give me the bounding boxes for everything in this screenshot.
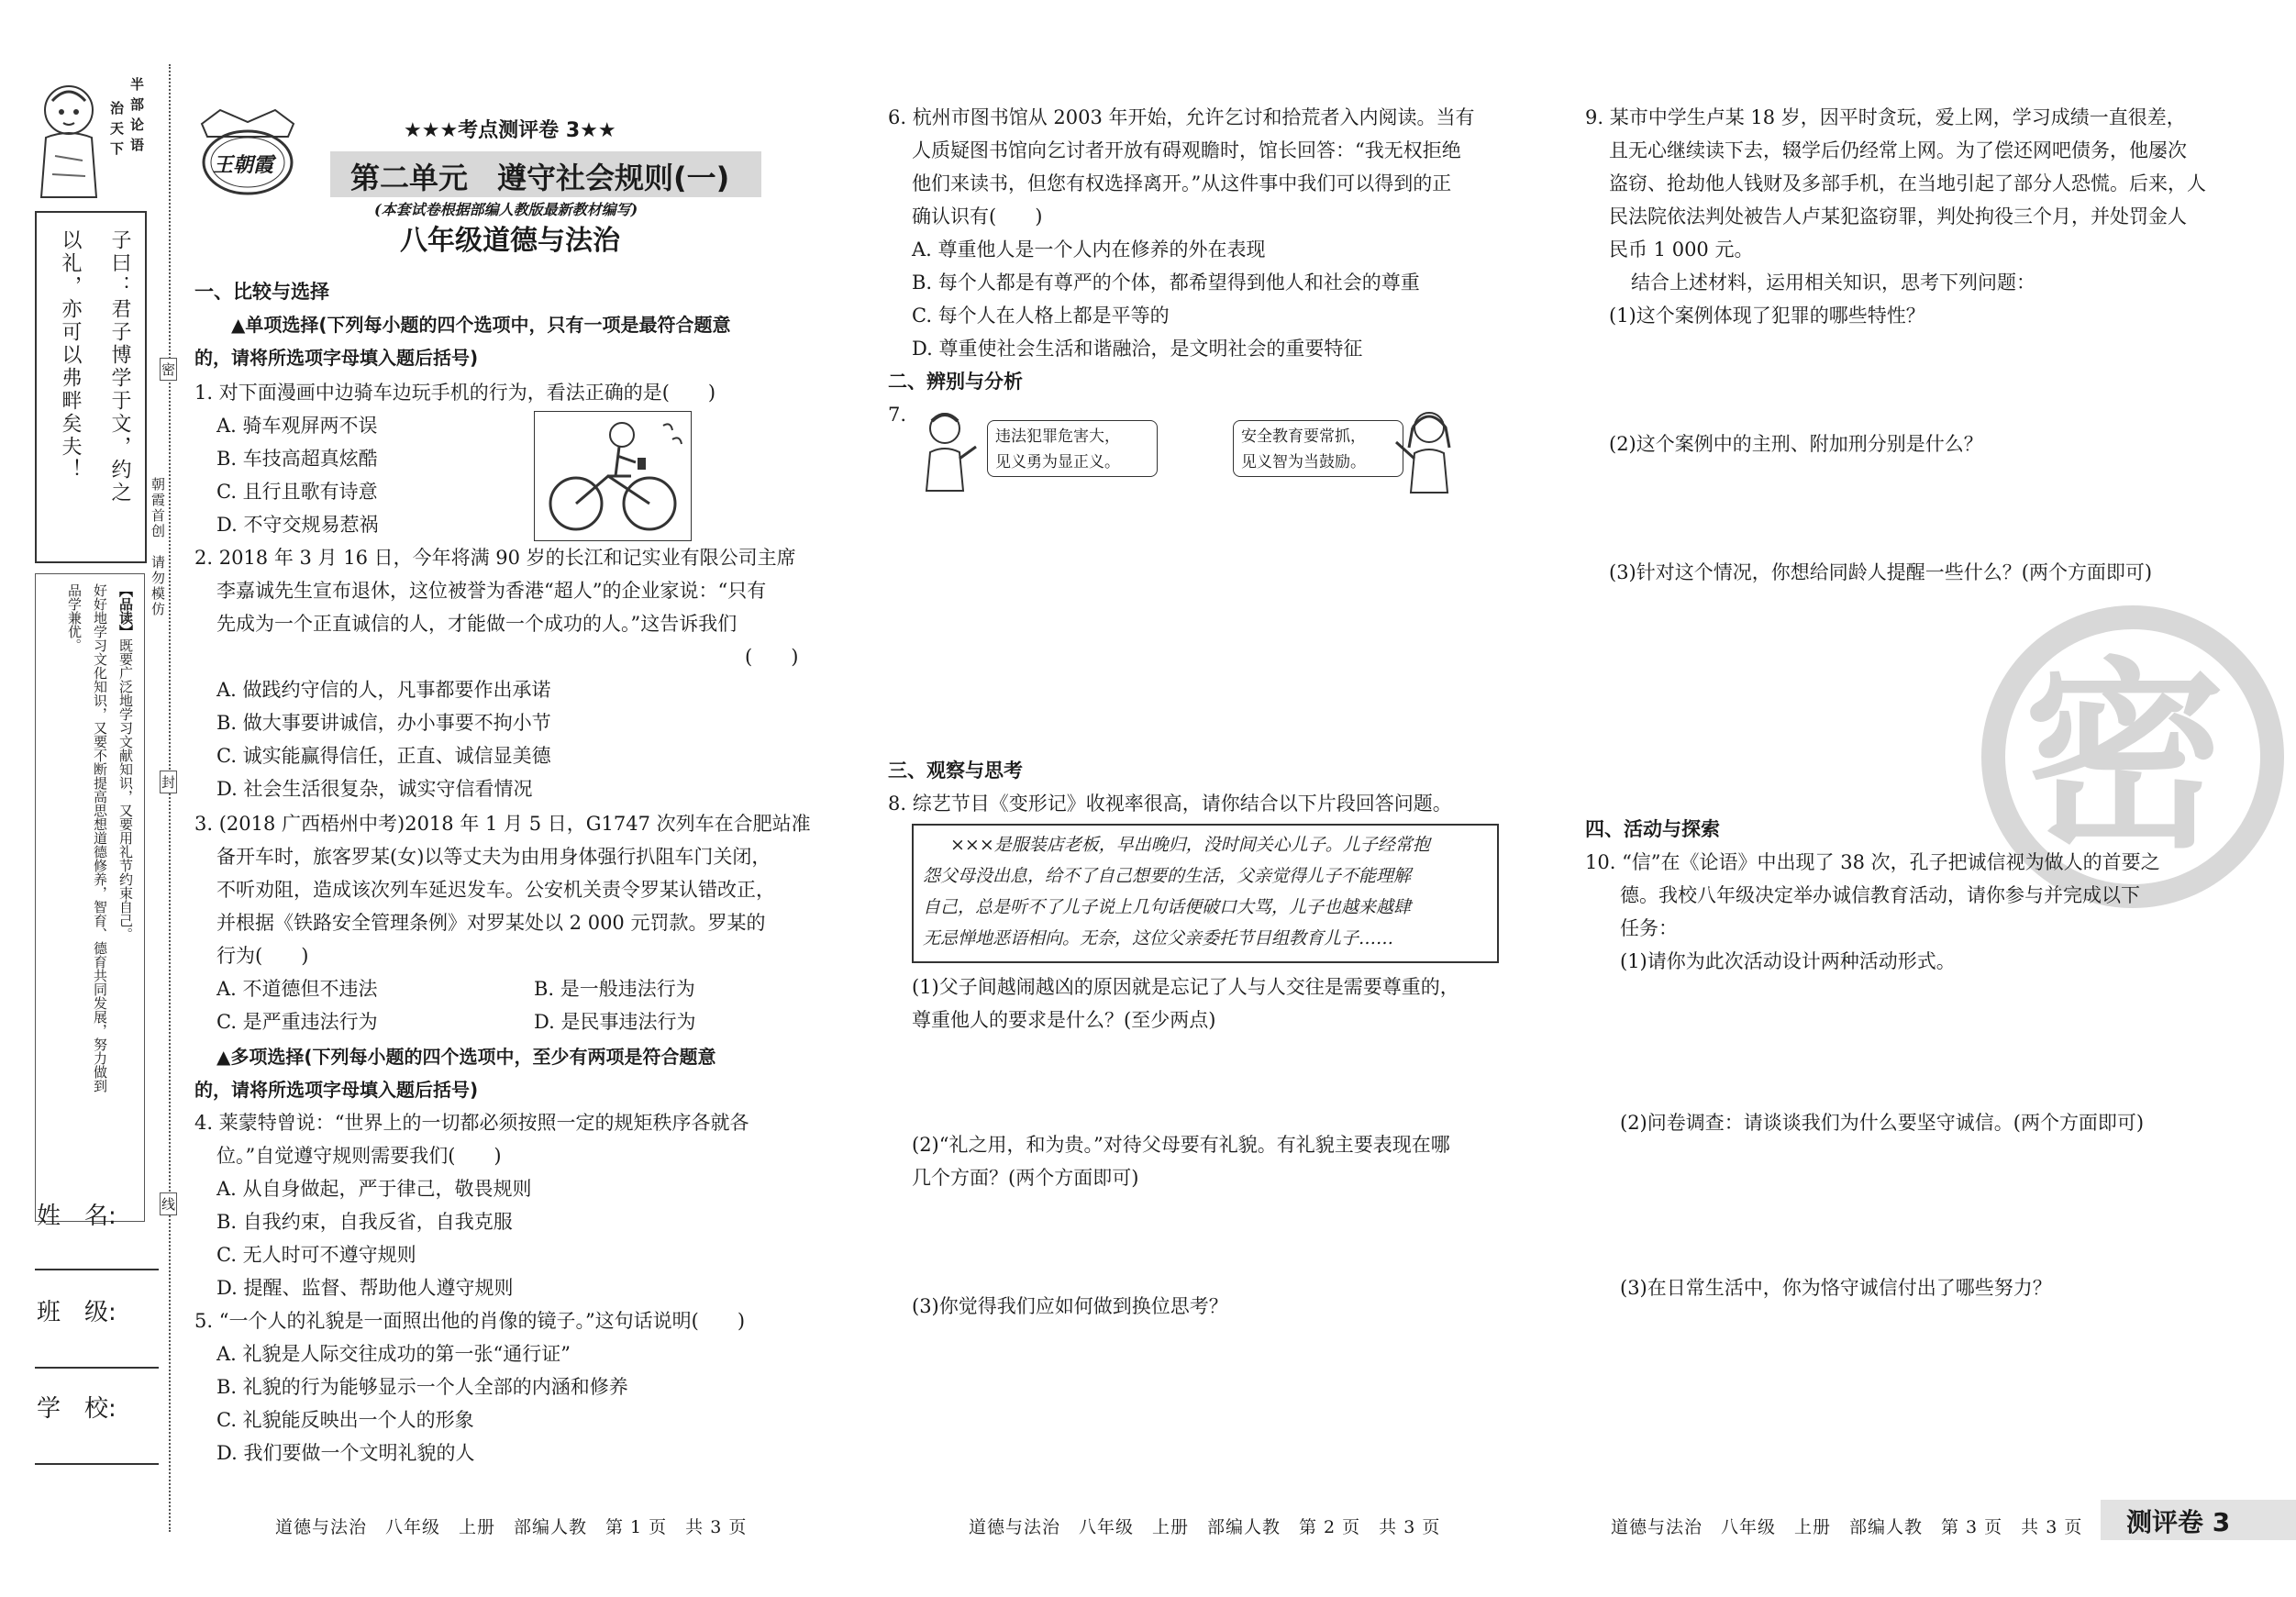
class-field[interactable] [35, 1367, 159, 1369]
q4-stem: 位。”自觉遵守规则需要我们( ) [216, 1145, 502, 1167]
girl-illustration [1383, 405, 1466, 497]
school-field[interactable] [35, 1463, 159, 1465]
q8-sub3: (3)你觉得我们应如何做到换位思考？ [912, 1295, 1228, 1317]
q9-stem: 民法院依法判处被告人卢某犯盗窃罪，判处拘役三个月，并处罚金人 [1609, 205, 2187, 227]
q9-stem: 盗窃、抢劫他人钱财及多部手机，在当地引起了部分人恐慌。后来，人 [1609, 172, 2206, 194]
speech-bubble-2 [1233, 420, 1403, 477]
section-4-title: 四、活动与探索 [1585, 818, 1720, 840]
bubble1-line: 违法犯罪危害大， [995, 427, 1120, 446]
logo-chars [110, 75, 156, 213]
q3-stem: 并根据《铁路安全管理条例》对罗某处以 2 000 元罚款。罗某的 [216, 912, 766, 934]
q9-intro: 结合上述材料，运用相关知识，思考下列问题： [1631, 272, 2035, 294]
q6-stem: 确认识有( ) [912, 205, 1043, 227]
speech-bubble-1 [987, 420, 1158, 477]
q2-stem: 先成为一个正直诚信的人，才能做一个成功的人。”这告诉我们 [216, 613, 738, 635]
q10-sub2: (2)问卷调查：请谈谈我们为什么要坚守诚信。(两个方面即可) [1620, 1112, 2145, 1134]
single-choice-instruction: ▲单项选择(下列每小题的四个选项中，只有一项是最符合题意 [231, 314, 731, 336]
reading-label: 【品读】 [117, 583, 134, 638]
q3-stem: 备开车时，旅客罗某(女)以等丈夫为由用身体强行扒阻车门关闭， [216, 846, 771, 868]
cut-mark: 密 [160, 358, 177, 381]
reading-text-1: 既要广泛地学习文献知识，又要用礼节约束自己。 [117, 638, 134, 941]
q1-option[interactable]: D. 不守交规易惹祸 [216, 514, 379, 536]
q1-comic [534, 411, 692, 541]
q4-option[interactable]: C. 无人时可不遵守规则 [216, 1244, 416, 1266]
q6-stem: 他们来读书，但您有权选择离开。”从这件事中我们可以得到的正 [912, 172, 1452, 194]
subtitle-note: (本套试卷根据部编人教版最新教材编写) [374, 201, 638, 218]
q2-option[interactable]: B. 做大事要讲诚信，办小事要不拘小节 [216, 712, 551, 734]
q6-option[interactable]: D. 尊重使社会生活和谐融洽，是文明社会的重要特征 [912, 338, 1363, 360]
q1-option[interactable]: B. 车技高超真炫酷 [216, 448, 378, 470]
q3-option[interactable]: D. 是民事违法行为 [534, 1011, 696, 1033]
q2-answer-paren[interactable]: ( ) [745, 646, 799, 668]
q9-sub1: (1)这个案例体现了犯罪的哪些特性？ [1609, 305, 1925, 327]
logo-char: 论 [130, 116, 145, 133]
section-3-title: 三、观察与思考 [888, 760, 1023, 782]
q9-stem: 且无心继续读下去，辍学后仍经常上网。为了偿还网吧债务，他屡次 [1609, 139, 2187, 161]
q3-stem: 3. (2018 广西梧州中考)2018 年 1 月 5 日，G1747 次列车在合肥站准 [194, 813, 811, 835]
logo-char: 语 [130, 137, 145, 153]
q9-stem: 9. 某市中学生卢某 18 岁，因平时贪玩，爱上网，学习成绩一直很差， [1585, 106, 2186, 128]
q8-material-box [912, 824, 1499, 963]
quote-col1: 子曰：君子博学于文，约之 [108, 229, 131, 505]
unit-title: 第二单元 遵守社会规则(一) [350, 161, 730, 195]
test-badge: ★★★考点测评卷 3★★ [404, 119, 616, 142]
q10-stem: 任务： [1620, 917, 1678, 939]
logo-char: 治 [110, 100, 125, 116]
footer-page-2: 道德与法治 八年级 上册 部编人教 第 2 页 共 3 页 [969, 1517, 1441, 1537]
q5-option[interactable]: C. 礼貌能反映出一个人的形象 [216, 1409, 474, 1431]
brand-vertical: 朝霞首创 请勿模仿 [150, 477, 166, 617]
q9-stem: 民币 1 000 元。 [1609, 238, 1754, 261]
reading-col2: 好好地学习文化知识，又要不断提高思想道德修养，智育、德育共同发展，努力做到 [92, 583, 108, 1092]
logo-char: 下 [110, 140, 125, 157]
q6-option[interactable]: C. 每个人在人格上都是平等的 [912, 305, 1170, 327]
section-1-title: 一、比较与选择 [194, 281, 329, 303]
girl-pointing-icon [1383, 405, 1466, 497]
q5-option[interactable]: D. 我们要做一个文明礼貌的人 [216, 1442, 475, 1464]
q10-sub3: (3)在日常生活中，你为恪守诚信付出了哪些努力？ [1620, 1277, 2052, 1299]
q8-material-line: ×××是服装店老板，早出晚归，没时间关心儿子。儿子经常抱 [950, 835, 1430, 855]
logo-char: 天 [110, 120, 125, 137]
q4-stem: 4. 莱蒙特曾说：“世界上的一切都必须按照一定的规矩秩序各就各 [194, 1112, 749, 1134]
reading-col3: 品学兼优。 [66, 583, 83, 652]
q8-stem: 8. 综艺节目《变形记》收视率很高，请你结合以下片段回答问题。 [888, 793, 1452, 815]
footer-page-3: 道德与法治 八年级 上册 部编人教 第 3 页 共 3 页 [1611, 1517, 2083, 1537]
cyclist-phone-icon [535, 412, 691, 540]
q5-option[interactable]: A. 礼貌是人际交往成功的第一张“通行证” [216, 1343, 571, 1365]
multi-choice-instruction: 的，请将所选项字母填入题后括号) [194, 1079, 479, 1101]
q4-option[interactable]: B. 自我约束，自我反省，自我克服 [216, 1211, 513, 1233]
name-label: 姓 名: [37, 1203, 116, 1230]
q9-sub2: (2)这个案例中的主刑、附加刑分别是什么？ [1609, 433, 1983, 455]
quote-box [35, 211, 147, 563]
q10-stem: 德。我校八年级决定举办诚信教育活动，请你参与并完成以下 [1620, 884, 2140, 906]
q3-stem: 不听劝阻，造成该次列车延迟发车。公安机关责令罗某认错改正， [216, 879, 775, 901]
q8-material-line: 怨父母没出息，给不了自己想要的生活，父亲觉得儿子不能理解 [923, 866, 1412, 886]
q6-option[interactable]: A. 尊重他人是一个人内在修养的外在表现 [912, 238, 1266, 261]
bubble2-line: 见义智为当鼓励。 [1241, 453, 1366, 471]
class-label: 班 级: [37, 1299, 116, 1326]
name-field[interactable] [35, 1269, 159, 1270]
cut-mark: 线 [160, 1192, 177, 1215]
q3-option[interactable]: B. 是一般违法行为 [534, 978, 695, 1000]
q3-option[interactable]: C. 是严重违法行为 [216, 1011, 378, 1033]
q6-stem: 6. 杭州市图书馆从 2003 年开始，允许乞讨和拾荒者入内阅读。当有 [888, 106, 1475, 128]
q2-stem: 2. 2018 年 3 月 16 日，今年将满 90 岁的长江和记实业有限公司主席 [194, 547, 796, 569]
quote-col2: 以礼，亦可以弗畔矣夫！ [59, 229, 82, 482]
q8-material-line: 自己，总是听不了儿子说上几句话便破口大骂，儿子也越来越肆 [923, 897, 1412, 917]
q5-stem: 5. “一个人的礼貌是一面照出他的肖像的镜子。”这句话说明( ) [194, 1310, 746, 1332]
q7-number: 7. [888, 404, 907, 426]
watermark-char: 密 [2024, 640, 2226, 875]
bubble1-line: 见义勇为显正义。 [995, 453, 1120, 471]
reading-col1 [115, 583, 137, 941]
q1-option[interactable]: C. 且行且歌有诗意 [216, 481, 378, 503]
q10-stem: 10. “信”在《论语》中出现了 38 次，孔子把诚信视为做人的首要之 [1585, 851, 2160, 873]
footer-page-1: 道德与法治 八年级 上册 部编人教 第 1 页 共 3 页 [275, 1517, 748, 1537]
logo-char: 部 [130, 96, 145, 113]
subject-title: 八年级道德与法治 [400, 225, 620, 257]
q8-sub2: 几个方面？(两个方面即可) [912, 1167, 1139, 1189]
q3-option[interactable]: A. 不道德但不违法 [216, 978, 378, 1000]
left-sidebar [28, 73, 156, 1423]
q8-sub1: (1)父子间越闹越凶的原因就是忘记了人与人交往是需要尊重的， [912, 976, 1459, 998]
bubble2-line: 安全教育要常抓， [1241, 427, 1366, 446]
q8-sub2: (2)“礼之用，和为贵。”对待父母要有礼貌。有礼貌主要表现在哪 [912, 1134, 1450, 1156]
q4-option[interactable]: A. 从自身做起，严于律己，敬畏规则 [216, 1178, 532, 1200]
q8-material-line: 无忌惮地恶语相向。无奈，这位父亲委托节目组教育儿子…… [923, 928, 1394, 948]
section-2-title: 二、辨别与分析 [888, 371, 1023, 393]
header-logo [193, 105, 303, 197]
q9-sub3: (3)针对这个情况，你想给同龄人提醒一些什么？(两个方面即可) [1609, 561, 2153, 583]
q10-sub1: (1)请你为此次活动设计两种活动形式。 [1620, 950, 1956, 972]
q4-option[interactable]: D. 提醒、监督、帮助他人遵守规则 [216, 1277, 514, 1299]
q2-stem: 李嘉诚先生宣布退休，这位被誉为香港“超人”的企业家说：“只有 [216, 580, 767, 602]
multi-choice-instruction: ▲多项选择(下列每小题的四个选项中，至少有两项是符合题意 [216, 1046, 716, 1068]
footer-tag: 测评卷 3 [2126, 1507, 2231, 1537]
school-label: 学 校: [37, 1395, 116, 1423]
q6-option[interactable]: B. 每个人都是有尊严的个体，都希望得到他人和社会的尊重 [912, 272, 1420, 294]
logo-char: 半 [130, 76, 145, 93]
logo-text: 王朝霞 [213, 153, 274, 177]
boy-pointing-icon [915, 408, 980, 495]
q3-stem: 行为( ) [216, 945, 309, 967]
q1-option[interactable]: A. 骑车观屏两不误 [216, 415, 378, 437]
cut-line [169, 64, 171, 1532]
q6-stem: 人质疑图书馆向乞讨者开放有碍观瞻时，馆长回答：“我无权拒绝 [912, 139, 1461, 161]
q2-option[interactable]: D. 社会生活很复杂，诚实守信看情况 [216, 778, 533, 800]
boy-illustration [915, 408, 980, 495]
q8-sub1: 尊重他人的要求是什么？(至少两点) [912, 1009, 1216, 1031]
q2-option[interactable]: A. 做践约守信的人，凡事都要作出承诺 [216, 679, 551, 701]
cut-mark: 封 [160, 771, 177, 793]
q1-stem: 1. 对下面漫画中边骑车边玩手机的行为，看法正确的是( ) [194, 382, 716, 404]
q5-option[interactable]: B. 礼貌的行为能够显示一个人全部的内涵和修养 [216, 1376, 628, 1398]
single-choice-instruction: 的，请将所选项字母填入题后括号) [194, 347, 479, 369]
reading-box [35, 573, 145, 1222]
q2-option[interactable]: C. 诚实能赢得信任，正直、诚信显美德 [216, 745, 551, 767]
